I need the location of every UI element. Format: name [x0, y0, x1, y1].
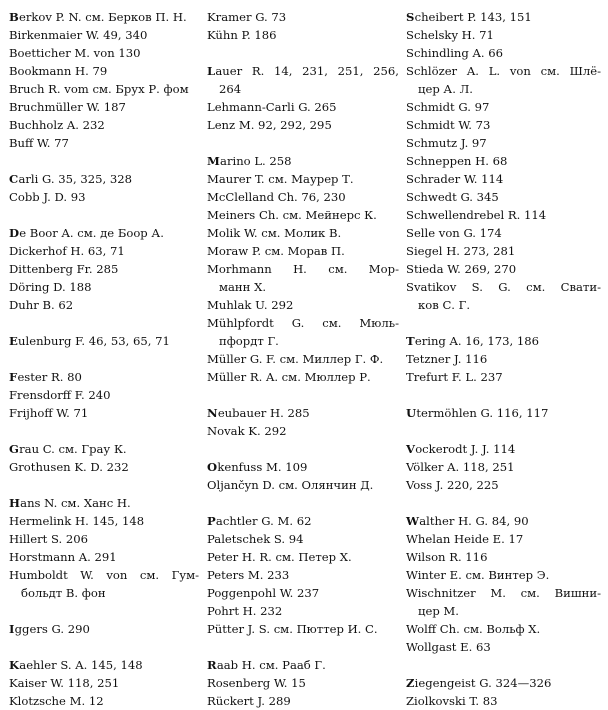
index-entry: [207, 314, 399, 350]
index-entry: [207, 206, 399, 224]
index-entry: [9, 494, 199, 512]
entry-text: Frijhoff W. 71: [9, 406, 89, 420]
entry-text: ering A. 16, 173, 186: [414, 334, 540, 348]
index-entry: [207, 170, 399, 188]
index-entry: [207, 530, 399, 548]
index-entry: [406, 512, 601, 530]
index-entry: [406, 620, 601, 638]
entry-text: Poggenpohl W. 237: [207, 586, 320, 600]
index-column-1: [9, 8, 199, 710]
entry-text: Novak K. 292: [207, 424, 287, 438]
entry-text: Klotzsche M. 12: [9, 694, 104, 708]
entry-text: Peters M. 233: [207, 568, 290, 582]
entry-text: Tetzner J. 116: [406, 352, 488, 366]
entry-text: arli G. 35, 325, 328: [18, 172, 132, 186]
index-entry: [207, 404, 399, 422]
index-entry: [9, 440, 199, 458]
entry-text: Hermelink H. 145, 148: [9, 514, 145, 528]
index-entry: [9, 170, 199, 188]
group-initial-letter: M: [207, 154, 221, 168]
entry-text: achtler G. M. 62: [215, 514, 312, 528]
group-initial-letter: V: [406, 442, 416, 456]
entry-continuation: пфордт Г.: [219, 334, 279, 348]
index-entry: [9, 674, 199, 692]
index-column-3: [406, 8, 601, 710]
entry-text: Dickerhof H. 63, 71: [9, 244, 125, 258]
index-entry: [207, 566, 399, 584]
entry-text: Hillert S. 206: [9, 532, 89, 546]
entry-text: Rückert J. 289: [207, 694, 291, 708]
entry-text: cheibert P. 143, 151: [414, 10, 532, 24]
index-entry: [9, 44, 199, 62]
entry-text: Müller G. F. см. Миллер Г. Ф.: [207, 352, 384, 366]
entry-text: McClelland Ch. 76, 230: [207, 190, 346, 204]
group-initial-letter: E: [9, 334, 19, 348]
index-entry: [406, 242, 601, 260]
group-initial-letter: R: [207, 658, 217, 672]
entry-text: eubauer H. 285: [217, 406, 310, 420]
entry-text: Döring D. 188: [9, 280, 92, 294]
index-entry: [9, 386, 199, 404]
index-entry: [207, 656, 399, 674]
index-entry: [406, 26, 601, 44]
index-entry: [9, 98, 199, 116]
index-entry: [406, 62, 601, 98]
group-initial-letter: O: [207, 460, 218, 474]
index-entry: [406, 458, 601, 476]
index-entry: [406, 44, 601, 62]
entry-text: Schrader W. 114: [406, 172, 504, 186]
group-initial-letter: G: [9, 442, 20, 456]
index-entry: [406, 530, 601, 548]
index-entry: [406, 170, 601, 188]
index-entry: [9, 620, 199, 638]
index-entry: [9, 368, 199, 386]
index-entry: [207, 422, 399, 440]
group-initial-letter: S: [406, 10, 415, 24]
index-entry: [207, 8, 399, 26]
group-initial-letter: D: [9, 226, 20, 240]
entry-text: Kaiser W. 118, 251: [9, 676, 120, 690]
index-entry: [406, 692, 601, 710]
letter-group-gap: [9, 350, 199, 368]
entry-text: Humboldt W. von см. Гум-: [9, 568, 199, 582]
entry-text: Bruchmüller W. 187: [9, 100, 126, 114]
index-entry: [207, 26, 399, 44]
entry-text: aab H. см. Рааб Г.: [216, 658, 326, 672]
entry-text: Morhmann H. см. Мор-: [207, 262, 399, 276]
index-entry: [406, 440, 601, 458]
entry-continuation: 264: [219, 82, 242, 96]
index-entry: [406, 404, 601, 422]
index-entry: [9, 530, 199, 548]
index-entry: [207, 98, 399, 116]
entry-continuation: больдт В. фон: [21, 586, 106, 600]
entry-text: Kühn P. 186: [207, 28, 277, 42]
entry-text: Ziolkovski T. 83: [406, 694, 498, 708]
entry-continuation: цер М.: [418, 604, 459, 618]
index-entry: [9, 692, 199, 710]
entry-text: Cobb J. D. 93: [9, 190, 86, 204]
entry-text: Wolff Ch. см. Вольф Х.: [406, 622, 541, 636]
entry-text: Meiners Ch. см. Мейнерс К.: [207, 208, 377, 222]
group-initial-letter: T: [406, 334, 415, 348]
entry-text: Schmidt W. 73: [406, 118, 491, 132]
letter-group-gap: [9, 422, 199, 440]
entry-text: Schindling A. 66: [406, 46, 503, 60]
index-entry: [207, 260, 399, 296]
index-entry: [406, 368, 601, 386]
index-entry: [406, 674, 601, 692]
index-entry: [406, 116, 601, 134]
entry-text: Bookmann H. 79: [9, 64, 108, 78]
letter-group-gap: [406, 314, 601, 332]
entry-text: e Boor A. см. де Боор А.: [19, 226, 164, 240]
letter-group-gap: [207, 494, 399, 512]
index-entry: [406, 224, 601, 242]
index-entry: [406, 548, 601, 566]
index-entry: [9, 116, 199, 134]
entry-text: Siegel H. 273, 281: [406, 244, 516, 258]
index-entry: [207, 584, 399, 602]
index-entry: [406, 584, 601, 620]
entry-text: Wischnitzer M. см. Вишни-: [406, 586, 601, 600]
group-initial-letter: I: [9, 622, 15, 636]
entry-text: Bruch R. vom см. Брух Р. фом: [9, 82, 189, 96]
group-initial-letter: U: [406, 406, 417, 420]
index-entry: [406, 350, 601, 368]
entry-text: Stieda W. 269, 270: [406, 262, 517, 276]
letter-group-gap: [9, 152, 199, 170]
group-initial-letter: C: [9, 172, 19, 186]
index-column-2: [207, 8, 399, 710]
entry-text: aehler S. A. 145, 148: [19, 658, 143, 672]
letter-group-gap: [9, 602, 199, 620]
index-entry: [9, 404, 199, 422]
index-entry: [9, 62, 199, 80]
entry-continuation: ков С. Г.: [418, 298, 471, 312]
entry-text: Grothusen K. D. 232: [9, 460, 129, 474]
index-entry: [406, 206, 601, 224]
index-entry: [207, 458, 399, 476]
entry-text: Peter H. R. см. Петер Х.: [207, 550, 352, 564]
letter-group-gap: [406, 656, 601, 674]
entry-text: termöhlen G. 116, 117: [416, 406, 549, 420]
index-entry: [207, 350, 399, 368]
index-entry: [9, 8, 199, 26]
entry-text: rau C. см. Грау К.: [19, 442, 127, 456]
entry-text: Müller R. A. см. Мюллер Р.: [207, 370, 371, 384]
index-entry: [207, 152, 399, 170]
entry-text: Wilson R. 116: [406, 550, 488, 564]
index-entry: [207, 512, 399, 530]
entry-text: Oljančyn D. см. Олянчин Д.: [207, 478, 374, 492]
index-entry: [9, 458, 199, 476]
entry-text: Horstmann A. 291: [9, 550, 117, 564]
index-entry: [406, 476, 601, 494]
entry-text: Molik W. см. Молик В.: [207, 226, 342, 240]
entry-text: arino L. 258: [220, 154, 292, 168]
letter-group-gap: [207, 638, 399, 656]
entry-text: Schwedt G. 345: [406, 190, 499, 204]
index-entry: [406, 8, 601, 26]
letter-group-gap: [207, 440, 399, 458]
entry-text: Schmutz J. 97: [406, 136, 487, 150]
entry-text: Muhlak U. 292: [207, 298, 294, 312]
entry-text: Schneppen H. 68: [406, 154, 508, 168]
index-entry: [207, 296, 399, 314]
entry-text: erkov P. N. см. Берков П. Н.: [19, 10, 187, 24]
letter-group-gap: [9, 314, 199, 332]
entry-text: auer R. 14, 231, 251, 256,: [215, 64, 399, 78]
index-entry: [207, 476, 399, 494]
letter-group-gap: [9, 638, 199, 656]
index-entry: [9, 80, 199, 98]
entry-text: Frensdorff F. 240: [9, 388, 111, 402]
entry-text: Voss J. 220, 225: [406, 478, 499, 492]
index-entry: [406, 332, 601, 350]
index-entry: [207, 188, 399, 206]
group-initial-letter: N: [207, 406, 218, 420]
letter-group-gap: [9, 206, 199, 224]
entry-text: Birkenmaier W. 49, 340: [9, 28, 148, 42]
index-entry: [9, 296, 199, 314]
index-entry: [9, 260, 199, 278]
index-entry: [406, 98, 601, 116]
index-entry: [9, 224, 199, 242]
entry-text: Lehmann-Carli G. 265: [207, 100, 337, 114]
entry-text: Duhr B. 62: [9, 298, 74, 312]
entry-text: Pohrt H. 232: [207, 604, 283, 618]
entry-text: Maurer T. см. Маурер Т.: [207, 172, 354, 186]
letter-group-gap: [9, 476, 199, 494]
index-entry: [406, 152, 601, 170]
entry-text: Wollgast E. 63: [406, 640, 491, 654]
entry-text: ggers G. 290: [14, 622, 90, 636]
group-initial-letter: K: [9, 658, 20, 672]
index-entry: [207, 548, 399, 566]
index-entry: [207, 224, 399, 242]
index-entry: [207, 116, 399, 134]
letter-group-gap: [207, 134, 399, 152]
entry-text: Rosenberg W. 15: [207, 676, 306, 690]
index-entry: [207, 602, 399, 620]
index-entry: [9, 242, 199, 260]
entry-text: Lenz M. 92, 292, 295: [207, 118, 332, 132]
entry-text: Trefurt F. L. 237: [406, 370, 503, 384]
entry-text: Svatikov S. G. см. Свати-: [406, 280, 601, 294]
group-initial-letter: B: [9, 10, 19, 24]
entry-text: Paletschek S. 94: [207, 532, 304, 546]
index-entry: [9, 548, 199, 566]
entry-text: Schwellendrebel R. 114: [406, 208, 547, 222]
entry-text: Schlözer A. L. von см. Шлё-: [406, 64, 601, 78]
index-entry: [207, 692, 399, 710]
index-entry: [207, 674, 399, 692]
index-entry: [406, 134, 601, 152]
entry-text: Völker A. 118, 251: [406, 460, 515, 474]
entry-text: Schelsky H. 71: [406, 28, 494, 42]
group-initial-letter: P: [207, 514, 216, 528]
entry-text: Selle von G. 174: [406, 226, 502, 240]
entry-text: Boetticher M. von 130: [9, 46, 141, 60]
index-entry: [406, 566, 601, 584]
entry-text: ulenburg F. 46, 53, 65, 71: [18, 334, 170, 348]
entry-text: Moraw P. см. Морав П.: [207, 244, 345, 258]
entry-text: ockerodt J. J. 114: [415, 442, 516, 456]
index-entry: [207, 620, 399, 638]
entry-text: alther H. G. 84, 90: [419, 514, 529, 528]
entry-text: kenfuss M. 109: [217, 460, 308, 474]
group-initial-letter: F: [9, 370, 18, 384]
letter-group-gap: [207, 44, 399, 62]
entry-text: ans N. см. Ханс Н.: [20, 496, 131, 510]
index-entry: [9, 278, 199, 296]
index-entry: [9, 26, 199, 44]
entry-continuation: манн Х.: [219, 280, 267, 294]
entry-text: iegengeist G. 324—326: [414, 676, 552, 690]
index-entry: [207, 242, 399, 260]
entry-text: Pütter J. S. см. Пюттер И. С.: [207, 622, 378, 636]
entry-text: Buff W. 77: [9, 136, 69, 150]
index-entry: [9, 332, 199, 350]
index-entry: [207, 368, 399, 386]
group-initial-letter: W: [406, 514, 420, 528]
entry-text: Buchholz A. 232: [9, 118, 105, 132]
group-initial-letter: L: [207, 64, 216, 78]
index-entry: [9, 656, 199, 674]
index-entry: [9, 512, 199, 530]
letter-group-gap: [406, 386, 601, 404]
index-entry: [406, 278, 601, 314]
entry-text: Schmidt G. 97: [406, 100, 490, 114]
index-entry: [406, 638, 601, 656]
index-entry: [207, 62, 399, 98]
entry-text: Mühlpfordt G. см. Мюль-: [207, 316, 399, 330]
index-entry: [406, 188, 601, 206]
letter-group-gap: [207, 386, 399, 404]
entry-text: Kramer G. 73: [207, 10, 287, 24]
group-initial-letter: H: [9, 496, 21, 510]
group-initial-letter: Z: [406, 676, 415, 690]
index-entry: [9, 134, 199, 152]
entry-text: ester R. 80: [17, 370, 82, 384]
entry-text: Whelan Heide E. 17: [406, 532, 524, 546]
entry-text: Winter E. см. Винтер Э.: [406, 568, 550, 582]
entry-continuation: цер А. Л.: [418, 82, 473, 96]
letter-group-gap: [406, 422, 601, 440]
index-entry: [9, 188, 199, 206]
index-entry: [406, 260, 601, 278]
letter-group-gap: [406, 494, 601, 512]
index-entry: [9, 566, 199, 602]
entry-text: Dittenberg Fr. 285: [9, 262, 119, 276]
